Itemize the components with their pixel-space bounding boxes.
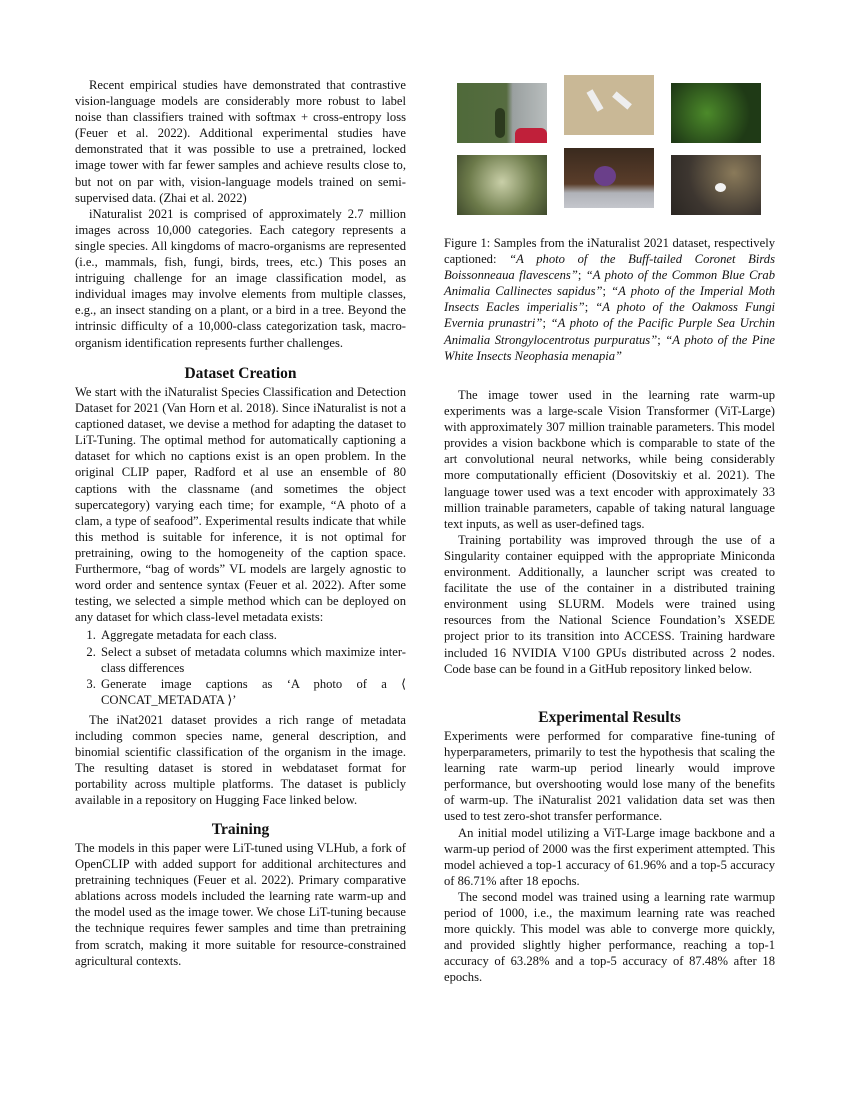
- caption-item: “A photo of the Oakmoss Fungi Evernia prunastri”: [444, 300, 775, 331]
- crab-photo: [564, 75, 654, 135]
- sea-urchin-photo: [564, 148, 654, 208]
- white-butterfly-photo: [671, 155, 761, 215]
- figure-caption: Figure 1: Samples from the iNaturalist 2021 dataset, respectively captioned: “A photo of the Buff-tailed Coronet Birds Boissonneaua flavescens”; “A photo of the Common Blue Crab Animalia Callinectes sapidus”; “A photo of the Imperial Moth Insects Eacles imperialis”; “A photo of the Oakmoss Fungi Evernia prunastri”; “A photo of the Pacific Purple Sea Urchin Animalia Strongylocentrotus purpuratus”; “A photo of the Pine White Insects Neophasia menapia”: [444, 236, 775, 363]
- paragraph: iNaturalist 2021 is comprised of approximately 2.7 million images across 10,000 categories. Each category represents a single species. All kingdoms of macro-organisms are represented (i.e., mammals, fish, fungi, birds, trees, etc.) This poses an intriguing challenge for an image classification model, as individual images may involve elements from multiple classes, e.g., an insect standing on a plant, or a bird in a tree. Beyond the intrinsic difficulty of a 10,000-class categorization task, macro-organism identification represents further challenges.: [75, 206, 406, 350]
- list-item: 1. Aggregate metadata for each class.: [99, 627, 406, 643]
- caption-item: “A photo of the Imperial Moth Insects Eacles imperialis”: [444, 284, 775, 315]
- section-experimental-results: [444, 708, 775, 986]
- paragraph: The image tower used in the learning rate warm-up experiments was a large-scale Vision Transformer (ViT-Large) with approximately 307 million trainable parameters. This model provides a vision backbone which is comparable to state of the art convolutional neural networks, while being considerably more computationally efficient (Dosovitskiy et al. 2021). The language tower used was a text encoder with approximately 33 million trainable parameters, capable of taking natural language text inputs, as well as user-defined tags.: [444, 388, 775, 531]
- paragraph: Training portability was improved through the use of a Singularity container equipped with the appropriate Miniconda environment. Additionally, a launcher script was created to facilitate the use of the container in a distributed training environment using SLURM. Models were trained using resources from the National Science Foundation’s XSEDE project prior to its transition into ACCESS. Training hardware included 16 NVIDIA V100 GPUs distributed across 2 nodes. Code base can be found in a GitHub repository linked below.: [444, 532, 775, 676]
- list-item: 2. Select a subset of metadata columns which maximize inter-class differences: [99, 644, 406, 676]
- paragraph: Recent empirical studies have demonstrated that contrastive vision-language models are considerably more robust to label noise than classifiers trained with softmax + cross-entropy loss (Feuer et al. 2022). Additional experimental studies have demonstrated that it was possible to use a pretrained, locked image tower with far fewer samples and achieve results close to, but not on par with, vision-language models trained on semi-supervised data. (Zhai et al. 2022): [75, 78, 406, 205]
- section-heading: Training: [211, 821, 270, 838]
- right-model-description: [444, 387, 775, 677]
- section-dataset-creation: [75, 364, 406, 808]
- hummingbird-photo: [457, 83, 547, 143]
- paragraph: We start with the iNaturalist Species Classification and Detection Dataset for 2021 (Van Horn et al. 2018). Since iNaturalist is not a captioned dataset, we devise a method for adapting the dataset to LiT-Tuning. The optimal method for automatically captioning a dataset for which no captions exist is an open problem. In the original CLIP paper, Radford et al use an ensemble of 80 captions with the classname (and sometimes the object supercategory) varying each time; for example, “A photo of a clam, a type of seafood”. Experimental results indicate that while this method is suitable for inference, it is not optimal for pretraining, owing to the homogeneity of the caption space. Furthermore, “bag of words” VL models are largely agnostic to word order and sentence syntax (Feuer et al. 2022). After some testing, we selected a simple method which can be deployed on any dataset for which class-level metadata exists:: [75, 385, 406, 625]
- paragraph: The iNat2021 dataset provides a rich range of metadata including common species name, general description, and binomial scientific classification of the organism in the image. The resulting dataset is stored in webdataset format for portability across multiple platforms. The dataset is publicly available in a repository on Hugging Face linked below.: [75, 712, 406, 808]
- section-training: [75, 820, 406, 969]
- section-heading: Experimental Results: [538, 709, 681, 726]
- caption-item: “A photo of the Buff-tailed Coronet Birds Boissonneaua flavescens”: [444, 252, 775, 283]
- caption-item: “A photo of the Common Blue Crab Animalia Callinectes sapidus”: [444, 268, 775, 299]
- paragraph: Experiments were performed for comparative fine-tuning of hyperparameters, primarily to test the hypothesis that scaling the learning rate warm-up period linearly would improve performance, but overshooting would lose many of the benefits of warm-up. The iNaturalist 2021 validation data set was then used to test zero-shot transfer performance.: [444, 729, 775, 824]
- oakmoss-photo: [457, 155, 547, 215]
- caption-prefix: Figure 1: Samples from the iNaturalist 2021 dataset, respectively captioned:: [444, 236, 775, 267]
- list-item: 3. Generate image captions as ‘A photo of a ⟨ CONCAT_METADATA ⟩’: [99, 676, 406, 708]
- numbered-list: [75, 627, 406, 707]
- paragraph: The models in this paper were LiT-tuned using VLHub, a fork of OpenCLIP with added support for additional architectures and pretraining techniques (Feuer et al. 2022). Primary comparative ablations across models included the learning rate warm-up and the model used as the image tower. We chose LiT-tuning because the technique requires fewer samples and time than pretraining from scratch, making it more suitable for resource-constrained agricultural contexts.: [75, 841, 406, 968]
- paragraph: An initial model utilizing a ViT-Large image backbone and a warm-up period of 2000 was the first experiment attempted. This model achieved a top-1 accuracy of 61.96% and a top-5 accuracy of 86.71% after 18 epochs.: [444, 825, 775, 888]
- caption-item: “A photo of the Pine White Insects Neophasia menapia”: [444, 332, 775, 363]
- paragraph: The second model was trained using a learning rate warmup period of 1000, i.e., the maximum learning rate was reached more quickly. This model was able to converge more quickly, and provided slightly higher performance, reaching a top-1 accuracy of 63.28% and a top-5 accuracy of 87.48% after 18 epochs.: [444, 889, 775, 985]
- moth-caterpillar-photo: [671, 83, 761, 143]
- left-intro: [75, 77, 406, 351]
- section-heading: Dataset Creation: [184, 365, 297, 382]
- caption-item: “A photo of the Pacific Purple Sea Urchin Animalia Strongylocentrotus purpuratus”: [444, 316, 775, 347]
